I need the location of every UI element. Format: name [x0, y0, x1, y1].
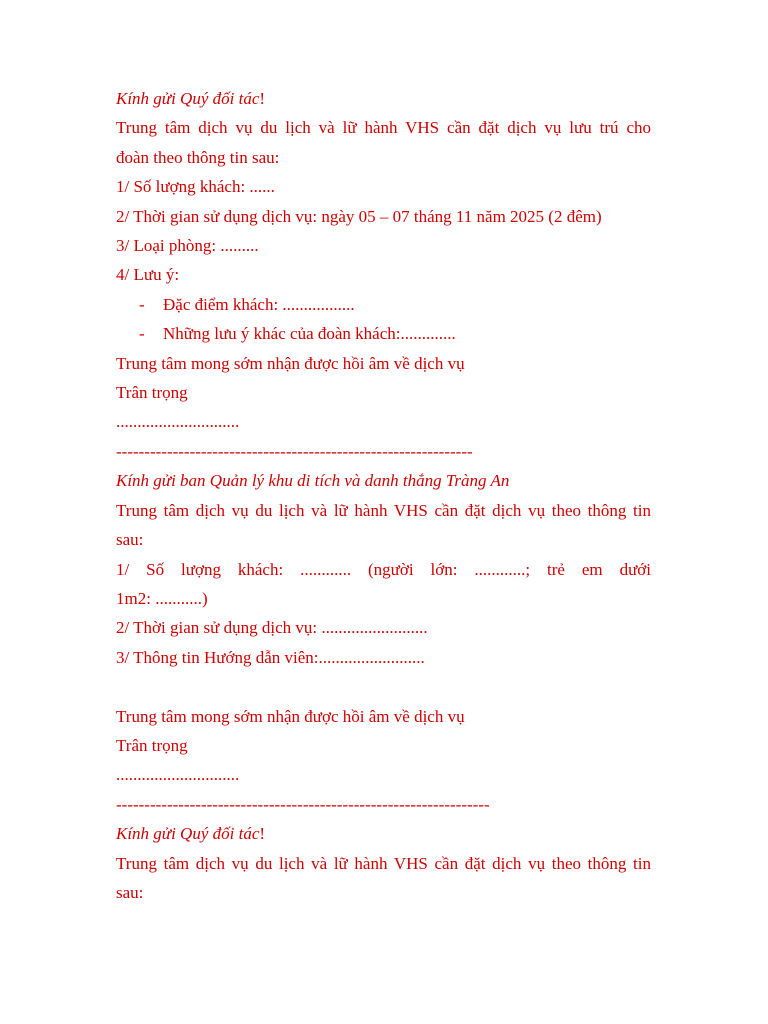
- regards-2: Trân trọng: [116, 735, 188, 755]
- blank-line: [116, 672, 651, 701]
- block1-item-service-time: 2/ Thời gian sử dụng dịch vụ: ngày 05 – 07 tháng 11 năm 2025 (2 đêm): [116, 206, 602, 226]
- greeting-3: [116, 819, 651, 848]
- document-page: [116, 84, 651, 907]
- block2-item-guest-count-line-1: 1/ Số lượng khách: ............ (người lớn: ............; trẻ em dưới: [116, 559, 651, 579]
- intro-1-line-1: Trung tâm dịch vụ du lịch và lữ hành VHS cần đặt dịch vụ lưu trú cho: [116, 118, 651, 138]
- block1-item-room-type: 3/ Loại phòng: .........: [116, 236, 259, 256]
- bullet-other-notes: [116, 319, 651, 348]
- separator-2: ------------------------------------------------------------------: [116, 794, 490, 814]
- greeting-1: [116, 84, 651, 113]
- intro-2-line-2: sau:: [116, 530, 144, 550]
- greeting-3-text: Kính gửi Quý đối tác: [116, 824, 260, 844]
- intro-3-line-2: sau:: [116, 882, 144, 902]
- greeting-2: Kính gửi ban Quản lý khu di tích và danh thắng Tràng An: [116, 471, 510, 491]
- signature-2: .............................: [116, 765, 240, 785]
- intro-1-line-2: đoàn theo thông tin sau:: [116, 147, 280, 167]
- bullet-dash: -: [139, 294, 145, 314]
- separator-1: ---------------------------------------------------------------: [116, 441, 473, 461]
- bullet-guest-traits-text: Đặc điểm khách: .................: [163, 294, 355, 314]
- bullet-other-notes-text: Những lưu ý khác của đoàn khách:.............: [163, 324, 456, 344]
- signature-1: .............................: [116, 412, 240, 432]
- greeting-1-exclaim: !: [259, 89, 266, 108]
- block2-item-guest-count-line-2: 1m2: ...........): [116, 588, 208, 608]
- intro-3-line-1: Trung tâm dịch vụ du lịch và lữ hành VHS cần đặt dịch vụ theo thông tin: [116, 853, 651, 873]
- closing-2: Trung tâm mong sớm nhận được hồi âm về dịch vụ: [116, 706, 465, 726]
- intro-2-line-1: Trung tâm dịch vụ du lịch và lữ hành VHS cần đặt dịch vụ theo thông tin: [116, 500, 651, 520]
- block1-item-guest-count: 1/ Số lượng khách: ......: [116, 177, 275, 197]
- block2-item-guide-info: 3/ Thông tin Hướng dẫn viên:.........................: [116, 647, 425, 667]
- closing-1: Trung tâm mong sớm nhận được hồi âm về dịch vụ: [116, 353, 465, 373]
- bullet-guest-traits: [116, 290, 651, 319]
- regards-1: Trân trọng: [116, 383, 188, 403]
- greeting-3-exclaim: !: [259, 824, 266, 844]
- greeting-1-text: Kính gửi Quý đối tác: [116, 89, 260, 108]
- block1-item-notes: 4/ Lưu ý:: [116, 265, 180, 285]
- block2-item-service-time: 2/ Thời gian sử dụng dịch vụ: .........................: [116, 618, 428, 638]
- bullet-dash: -: [139, 324, 145, 344]
